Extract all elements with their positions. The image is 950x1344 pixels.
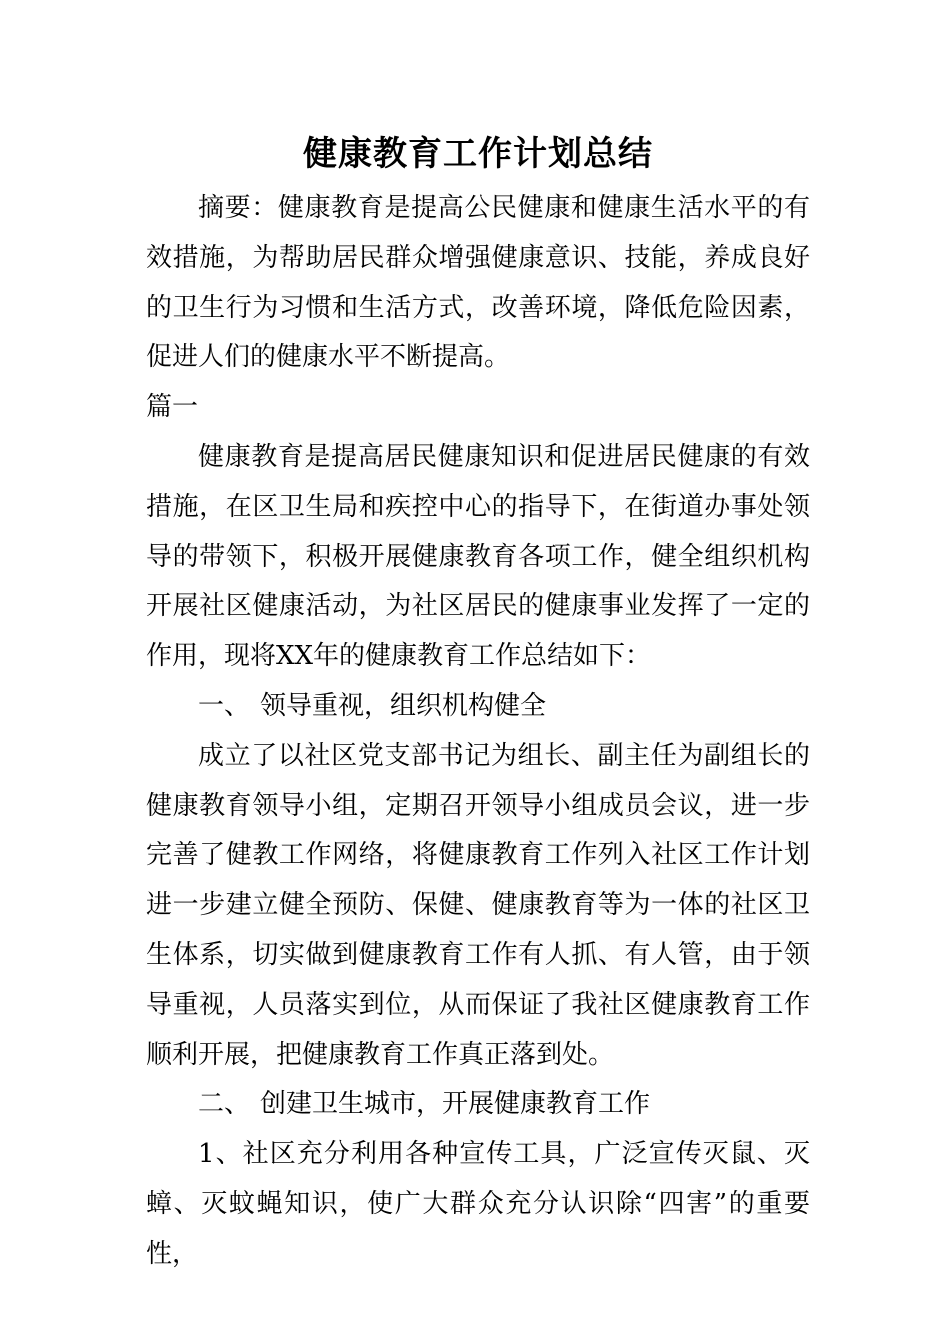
section-1-paragraph: 成立了以社区党支部书记为组长、副主任为副组长的健康教育领导小组，定期召开领导小组成员会议，进一步完善了健教工作网络，将健康教育工作列入社区工作计划进一步建立健全预防、保健、健康教育等为一体的社区卫生体系，切实做到健康教育工作有人抓、有人管，由于领导重视，人员落实到位，从而保证了我社区健康教育工作顺利开展，把健康教育工作真正落到处。 [146, 740, 810, 1070]
intro-paragraph: 健康教育是提高居民健康知识和促进居民健康的有效措施，在区卫生局和疾控中心的指导下，在街道办事处领导的带领下，积极开展健康教育各项工作，健全组织机构开展社区健康活动，为社区居民的健康事业发挥了一定的作用，现将XX年的健康教育工作总结如下： [146, 441, 810, 672]
section-1-number: 一、 [198, 690, 251, 721]
abstract-paragraph: 摘要：健康教育是提高公民健康和健康生活水平的有效措施，为帮助居民群众增强健康意识、技能，养成良好的卫生行为习惯和生活方式，改善环境，降低危险因素，促进人们的健康水平不断提高。 [146, 193, 810, 373]
part-label: 篇一 [146, 392, 199, 423]
document-body [146, 124, 810, 1280]
document-title: 健康教育工作计划总结 [303, 134, 653, 174]
section-2-heading [146, 1080, 810, 1130]
section-2-title: 创建卫生城市，开展健康教育工作 [260, 1089, 651, 1120]
section-1-heading [146, 682, 810, 732]
section-2-item-1: 1、社区充分利用各种宣传工具，广泛宣传灭鼠、灭蟑、灭蚊蝇知识，使广大群众充分认识除“四害”的重要性， [146, 1139, 810, 1269]
section-2-number: 二、 [198, 1089, 251, 1120]
section-1-title: 领导重视，组织机构健全 [260, 690, 547, 721]
